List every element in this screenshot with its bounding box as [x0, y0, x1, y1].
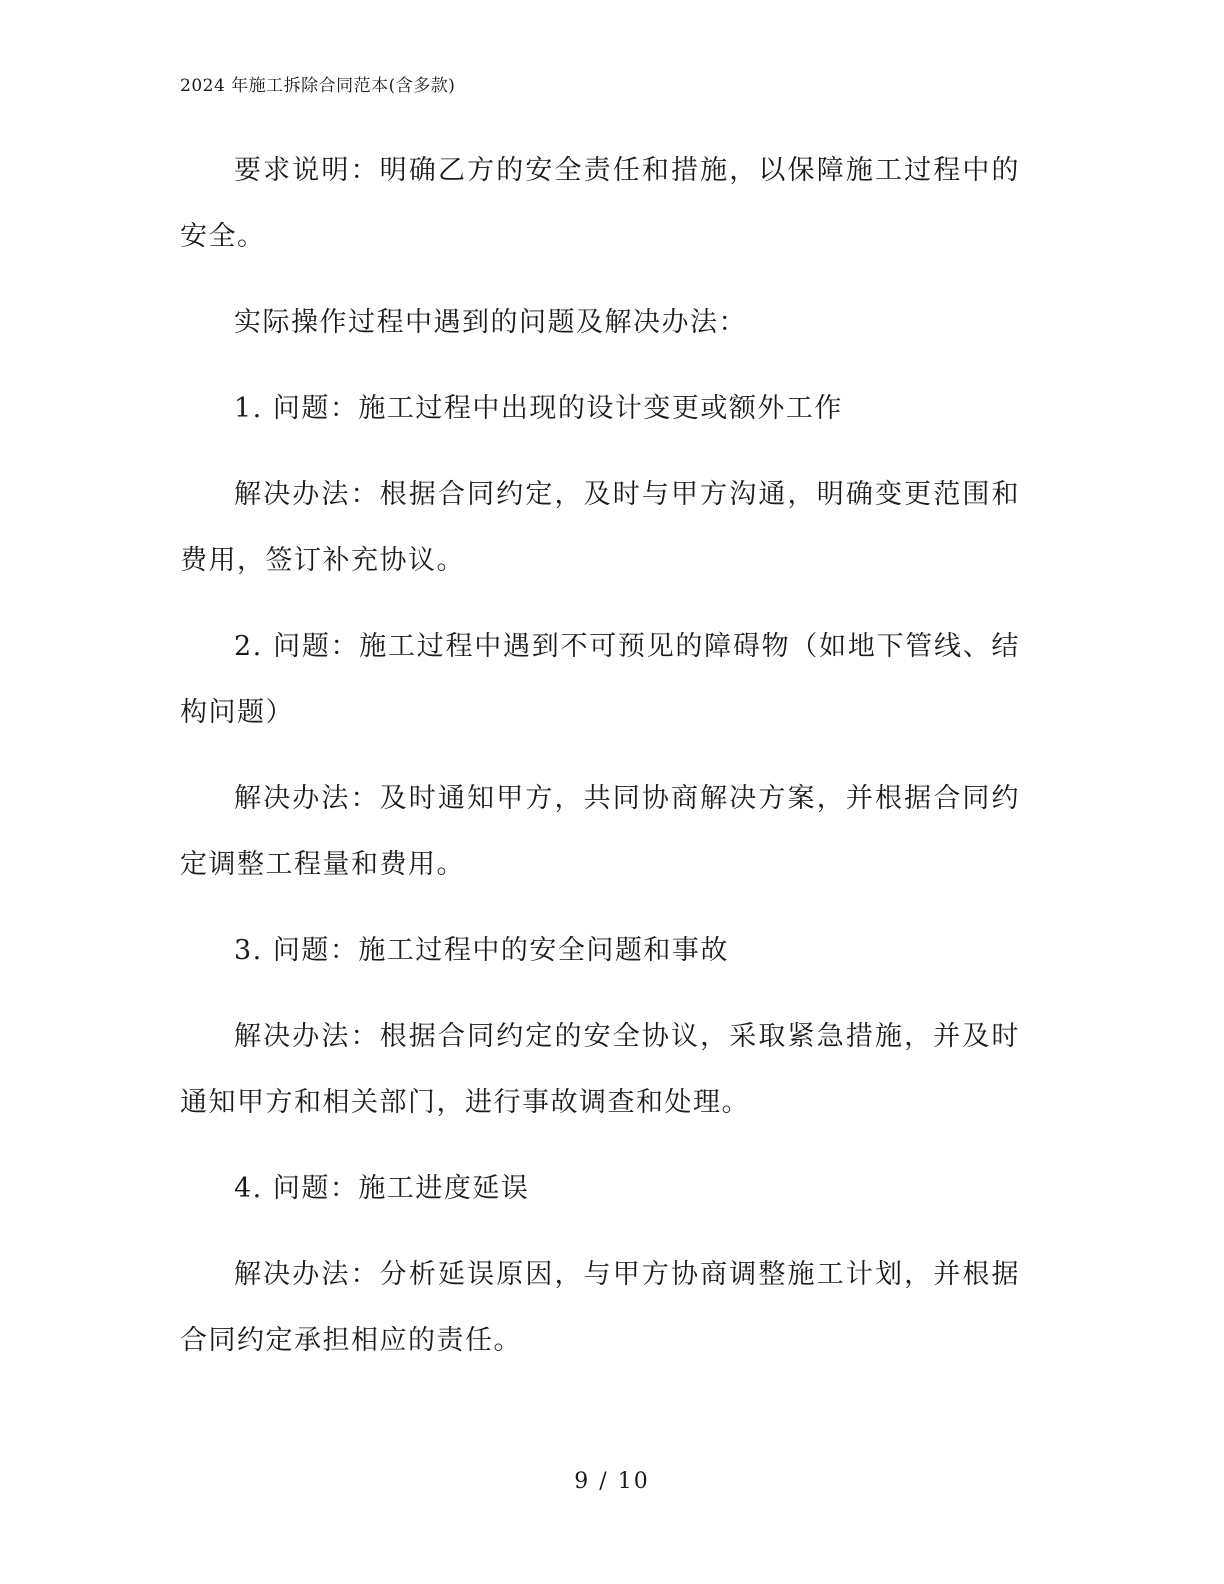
page-number: 9 / 10	[574, 1469, 650, 1494]
paragraph-solution-4: 解决办法：分析延误原因，与甲方协商调整施工计划，并根据合同约定承担相应的责任。	[180, 1259, 1020, 1356]
paragraph-problem-3: 3. 问题：施工过程中的安全问题和事故	[234, 935, 729, 966]
running-header: 2024 年施工拆除合同范本(含多款)	[180, 76, 456, 96]
paragraph-problem-2: 2. 问题：施工过程中遇到不可预见的障碍物（如地下管线、结构问题）	[180, 631, 1020, 728]
paragraph-solution-2: 解决办法：及时通知甲方，共同协商解决方案，并根据合同约定调整工程量和费用。	[180, 783, 1020, 880]
paragraph-safety-requirement: 要求说明：明确乙方的安全责任和措施，以保障施工过程中的安全。	[180, 155, 1020, 252]
body-text	[180, 138, 1020, 1394]
paragraph-solution-1: 解决办法：根据合同约定，及时与甲方沟通，明确变更范围和费用，签订补充协议。	[180, 479, 1020, 576]
paragraph-problems-heading: 实际操作过程中遇到的问题及解决办法：	[234, 307, 747, 338]
paragraph-solution-3: 解决办法：根据合同约定的安全协议，采取紧急措施，并及时通知甲方和相关部门，进行事故调查和处理。	[180, 1021, 1020, 1118]
paragraph-problem-4: 4. 问题：施工进度延误	[234, 1173, 530, 1204]
paragraph-problem-1: 1. 问题：施工过程中出现的设计变更或额外工作	[234, 393, 843, 424]
